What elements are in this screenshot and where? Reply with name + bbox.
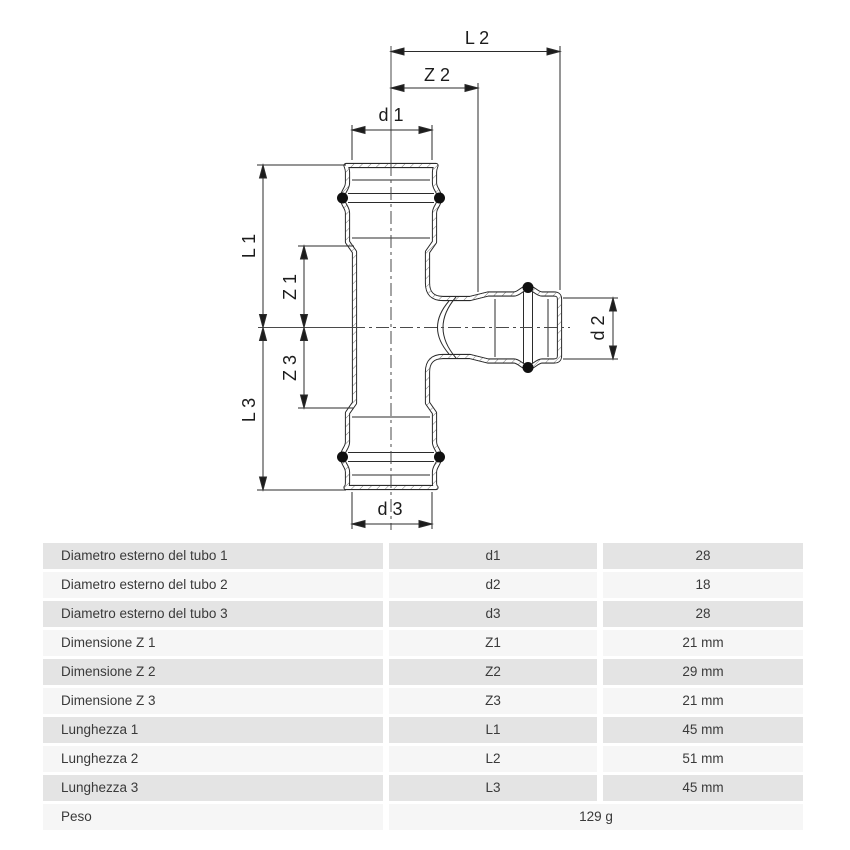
table-row	[43, 543, 803, 569]
fitting-wall-core	[343, 166, 560, 488]
spec-table	[43, 543, 803, 833]
dimension-d3	[352, 521, 432, 528]
spec-symbol: Z3	[389, 688, 597, 714]
arrow-icon	[391, 48, 404, 55]
table-row	[43, 659, 803, 685]
dim-label-d2: d 2	[588, 315, 608, 341]
dimension-Z1	[301, 246, 308, 328]
arrow-icon	[352, 127, 365, 134]
arrow-icon	[391, 85, 404, 92]
table-row	[43, 746, 803, 772]
table-row-weight	[43, 804, 803, 830]
dim-label-d3: d 3	[377, 499, 403, 519]
arrow-icon	[301, 328, 308, 341]
table-row	[43, 572, 803, 598]
spec-value: 21 mm	[603, 688, 803, 714]
spec-value: 29 mm	[603, 659, 803, 685]
table-row	[43, 630, 803, 656]
arrow-icon	[419, 127, 432, 134]
spec-symbol: d1	[389, 543, 597, 569]
dim-label-d1: d 1	[378, 105, 404, 125]
o-ring-icon	[337, 193, 348, 204]
o-ring-icon	[523, 282, 534, 293]
arrow-icon	[260, 477, 267, 490]
spec-value: 129 g	[389, 804, 803, 830]
arrow-icon	[465, 85, 478, 92]
table-row	[43, 775, 803, 801]
arrow-icon	[301, 395, 308, 408]
o-ring-icon	[434, 452, 445, 463]
table-row	[43, 688, 803, 714]
fitting-wall-hatching	[343, 166, 560, 488]
spec-name: Diametro esterno del tubo 1	[43, 543, 383, 569]
spec-symbol: L2	[389, 746, 597, 772]
dimension-d1	[352, 127, 432, 134]
dim-label-L1: L 1	[239, 233, 259, 259]
dimension-d2	[610, 298, 617, 359]
dimension-L1	[260, 165, 267, 328]
dim-label-Z3: Z 3	[280, 354, 300, 382]
arrow-icon	[301, 315, 308, 328]
spec-value: 21 mm	[603, 630, 803, 656]
arrow-icon	[419, 521, 432, 528]
spec-symbol: L1	[389, 717, 597, 743]
arrow-icon	[352, 521, 365, 528]
fitting-body	[337, 166, 560, 488]
arrow-icon	[260, 328, 267, 341]
spec-name: Dimensione Z 1	[43, 630, 383, 656]
spec-value: 28	[603, 601, 803, 627]
spec-name: Lunghezza 3	[43, 775, 383, 801]
spec-name: Lunghezza 2	[43, 746, 383, 772]
spec-name: Dimensione Z 3	[43, 688, 383, 714]
dimension-Z3	[301, 328, 308, 409]
dimension-labels	[239, 28, 608, 519]
spec-value: 18	[603, 572, 803, 598]
dimension-Z2	[391, 85, 478, 92]
arrow-icon	[610, 298, 617, 311]
dimension-L2	[391, 48, 560, 55]
spec-symbol: Z2	[389, 659, 597, 685]
spec-name: Diametro esterno del tubo 3	[43, 601, 383, 627]
spec-name: Peso	[43, 804, 383, 830]
spec-symbol: d3	[389, 601, 597, 627]
fitting-wall-outline	[343, 166, 560, 488]
arrow-icon	[610, 346, 617, 359]
dimension-L3	[260, 328, 267, 491]
dim-label-L3: L 3	[239, 397, 259, 423]
spec-value: 45 mm	[603, 775, 803, 801]
dim-label-Z2: Z 2	[423, 65, 451, 85]
spec-name: Diametro esterno del tubo 2	[43, 572, 383, 598]
spec-value: 28	[603, 543, 803, 569]
spec-value: 51 mm	[603, 746, 803, 772]
arrow-icon	[547, 48, 560, 55]
o-ring-icon	[434, 193, 445, 204]
spec-value: 45 mm	[603, 717, 803, 743]
table-row	[43, 717, 803, 743]
dim-label-Z1: Z 1	[280, 273, 300, 301]
spec-symbol: Z1	[389, 630, 597, 656]
spec-name: Lunghezza 1	[43, 717, 383, 743]
spec-name: Dimensione Z 2	[43, 659, 383, 685]
arrow-icon	[260, 165, 267, 178]
spec-symbol: L3	[389, 775, 597, 801]
o-ring-icon	[523, 362, 534, 373]
o-ring-icon	[337, 452, 348, 463]
spec-symbol: d2	[389, 572, 597, 598]
arrow-icon	[301, 246, 308, 259]
dim-label-L2: L 2	[464, 28, 490, 48]
arrow-icon	[260, 315, 267, 328]
table-row	[43, 601, 803, 627]
